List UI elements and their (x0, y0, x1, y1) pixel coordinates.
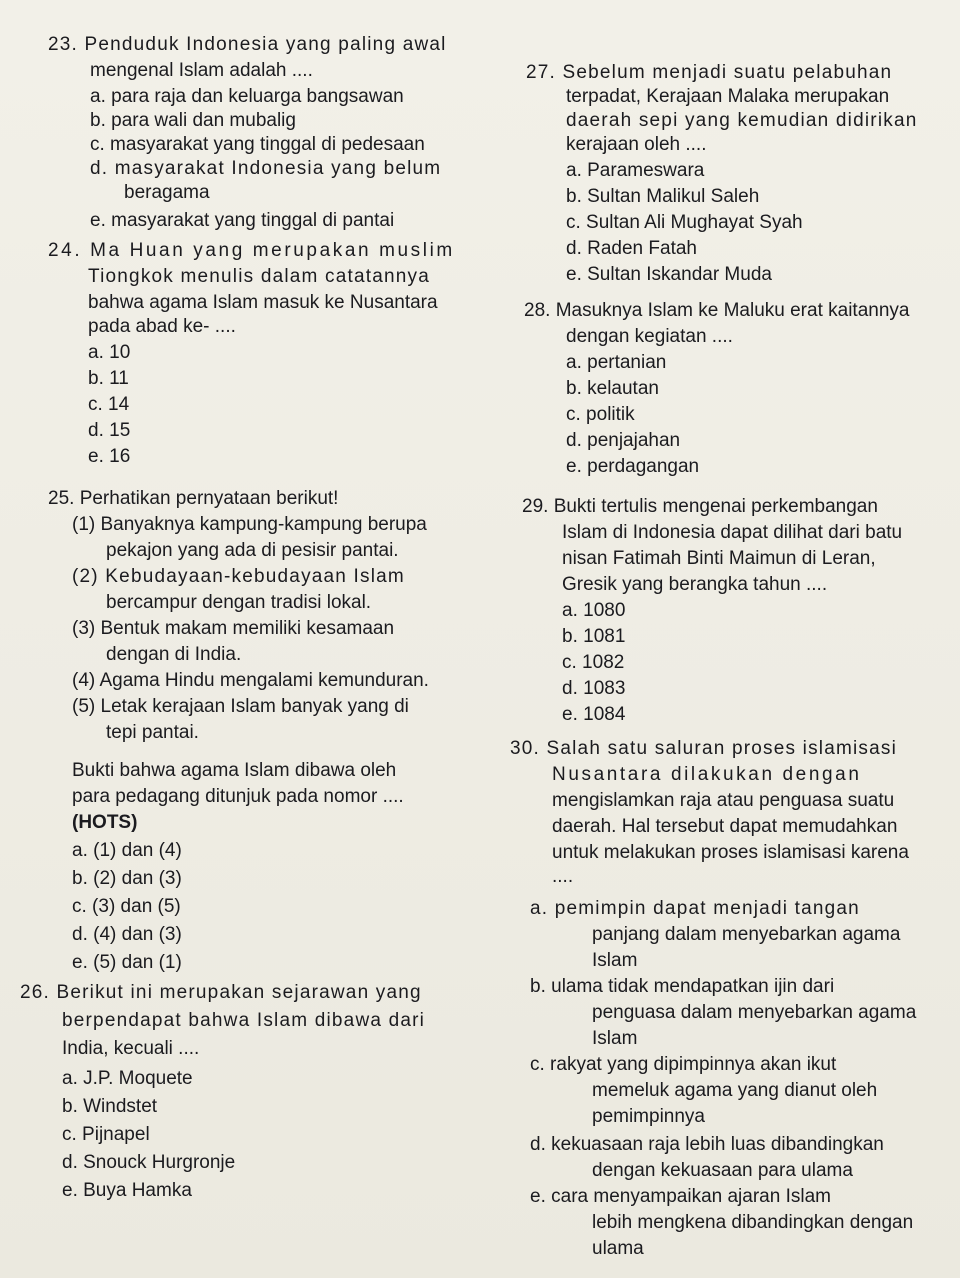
question-30-option-e-line-3: ulama (592, 1238, 644, 1259)
question-27-option-d: d. Raden Fatah (566, 238, 697, 259)
question-29-option-c: c. 1082 (562, 652, 625, 673)
question-23-option-e: e. masyarakat yang tinggal di pantai (90, 210, 395, 231)
question-30-option-a-line-1: a. pemimpin dapat menjadi tangan (530, 898, 860, 919)
question-25-statement-3-line-2: dengan di India. (106, 644, 242, 665)
question-29-stem-line-2: Islam di Indonesia dapat dilihat dari batu (562, 522, 903, 543)
question-24-option-a: a. 10 (88, 342, 131, 363)
question-29-option-b: b. 1081 (562, 626, 626, 647)
question-30-stem-line-6: .... (552, 866, 574, 887)
question-28-option-e: e. perdagangan (566, 456, 700, 477)
question-25-question-line-1: Bukti bahwa agama Islam dibawa oleh (72, 760, 397, 781)
question-24-stem-line-2: Tiongkok menulis dalam catatannya (88, 266, 431, 287)
question-24-option-c: c. 14 (88, 394, 130, 415)
question-23-stem-line-1: 23. Penduduk Indonesia yang paling awal (48, 34, 447, 55)
question-24-option-b: b. 11 (88, 368, 129, 389)
question-30-option-e-line-2: lebih mengkena dibandingkan dengan (592, 1212, 914, 1233)
question-25-statement-4: (4) Agama Hindu mengalami kemunduran. (72, 670, 429, 691)
question-30-stem-line-4: daerah. Hal tersebut dapat memudahkan (552, 816, 898, 837)
question-28-option-b: b. kelautan (566, 378, 659, 399)
question-25-statement-5-line-1: (5) Letak kerajaan Islam banyak yang di (72, 696, 409, 717)
question-30-option-a-line-2: panjang dalam menyebarkan agama (592, 924, 901, 945)
question-25-option-a: a. (1) dan (4) (72, 840, 182, 861)
question-28-stem-line-1: 28. Masuknya Islam ke Maluku erat kaitannya (524, 300, 910, 321)
question-30-option-c-line-1: c. rakyat yang dipimpinnya akan ikut (530, 1054, 837, 1075)
question-25-statement-1-line-2: pekajon yang ada di pesisir pantai. (106, 540, 399, 561)
question-26-option-a: a. J.P. Moquete (62, 1068, 193, 1089)
question-30-option-e-line-1: e. cara menyampaikan ajaran Islam (530, 1186, 831, 1207)
question-24-option-e: e. 16 (88, 446, 131, 467)
question-26-stem-line-3: India, kecuali .... (62, 1038, 200, 1059)
question-24-option-d: d. 15 (88, 420, 131, 441)
question-25-statement-5-line-2: tepi pantai. (106, 722, 199, 743)
question-24-stem-line-1: 24. Ma Huan yang merupakan muslim (48, 240, 455, 261)
question-29-option-d: d. 1083 (562, 678, 626, 699)
question-23-option-c: c. masyarakat yang tinggal di pedesaan (90, 134, 425, 155)
question-23-option-b: b. para wali dan mubalig (90, 110, 296, 131)
question-29-option-e: e. 1084 (562, 704, 626, 725)
question-30-stem-line-3: mengislamkan raja atau penguasa suatu (552, 790, 895, 811)
question-23-option-d-line-2: beragama (124, 182, 210, 203)
question-25-stem: 25. Perhatikan pernyataan berikut! (48, 488, 339, 509)
question-25-hots-tag: (HOTS) (72, 812, 138, 833)
question-23-stem-line-2: mengenal Islam adalah .... (90, 60, 313, 81)
question-27-stem-line-4: kerajaan oleh .... (566, 134, 707, 155)
question-26-stem-line-1: 26. Berikut ini merupakan sejarawan yang (20, 982, 422, 1003)
question-27-option-c: c. Sultan Ali Mughayat Syah (566, 212, 803, 233)
question-25-question-line-2: para pedagang ditunjuk pada nomor .... (72, 786, 404, 807)
question-30-stem-line-5: untuk melakukan proses islamisasi karena (552, 842, 909, 863)
question-23-option-d-line-1: d. masyarakat Indonesia yang belum (90, 158, 442, 179)
question-27-option-b: b. Sultan Malikul Saleh (566, 186, 760, 207)
question-25-option-d: d. (4) dan (3) (72, 924, 182, 945)
question-24-stem-line-3: bahwa agama Islam masuk ke Nusantara (88, 292, 438, 313)
question-28-option-c: c. politik (566, 404, 635, 425)
question-27-option-e: e. Sultan Iskandar Muda (566, 264, 772, 285)
question-30-option-d-line-2: dengan kekuasaan para ulama (592, 1160, 853, 1181)
question-27-option-a: a. Parameswara (566, 160, 705, 181)
question-29-option-a: a. 1080 (562, 600, 626, 621)
question-29-stem-line-4: Gresik yang berangka tahun .... (562, 574, 828, 595)
question-30-option-b-line-1: b. ulama tidak mendapatkan ijin dari (530, 976, 835, 997)
question-28-stem-line-2: dengan kegiatan .... (566, 326, 733, 347)
question-29-stem-line-1: 29. Bukti tertulis mengenai perkembangan (522, 496, 878, 517)
question-28-option-d: d. penjajahan (566, 430, 681, 451)
question-25-option-b: b. (2) dan (3) (72, 868, 182, 889)
question-27-stem-line-1: 27. Sebelum menjadi suatu pelabuhan (526, 62, 893, 83)
question-29-stem-line-3: nisan Fatimah Binti Maimun di Leran, (562, 548, 876, 569)
question-30-option-b-line-2: penguasa dalam menyebarkan agama (592, 1002, 917, 1023)
question-30-stem-line-1: 30. Salah satu saluran proses islamisasi (510, 738, 898, 759)
question-26-option-c: c. Pijnapel (62, 1124, 150, 1145)
question-25-statement-2-line-2: bercampur dengan tradisi lokal. (106, 592, 372, 613)
question-30-option-b-line-3: Islam (592, 1028, 638, 1049)
question-26-option-d: d. Snouck Hurgronje (62, 1152, 236, 1173)
question-25-option-e: e. (5) dan (1) (72, 952, 182, 973)
question-28-option-a: a. pertanian (566, 352, 667, 373)
question-25-statement-1-line-1: (1) Banyaknya kampung-kampung berupa (72, 514, 427, 535)
question-26-option-b: b. Windstet (62, 1096, 158, 1117)
question-23-option-a: a. para raja dan keluarga bangsawan (90, 86, 404, 107)
question-30-stem-line-2: Nusantara dilakukan dengan (552, 764, 862, 785)
question-27-stem-line-3: daerah sepi yang kemudian didirikan (566, 110, 918, 131)
question-26-option-e: e. Buya Hamka (62, 1180, 192, 1201)
question-30-option-d-line-1: d. kekuasaan raja lebih luas dibandingkan (530, 1134, 884, 1155)
question-30-option-c-line-2: memeluk agama yang dianut oleh (592, 1080, 878, 1101)
question-26-stem-line-2: berpendapat bahwa Islam dibawa dari (62, 1010, 426, 1031)
question-27-stem-line-2: terpadat, Kerajaan Malaka merupakan (566, 86, 890, 107)
question-25-statement-2-line-1: (2) Kebudayaan-kebudayaan Islam (72, 566, 405, 587)
question-25-option-c: c. (3) dan (5) (72, 896, 181, 917)
question-30-option-c-line-3: pemimpinnya (592, 1106, 705, 1127)
question-25-statement-3-line-1: (3) Bentuk makam memiliki kesamaan (72, 618, 395, 639)
question-24-stem-line-4: pada abad ke- .... (88, 316, 236, 337)
question-30-option-a-line-3: Islam (592, 950, 638, 971)
